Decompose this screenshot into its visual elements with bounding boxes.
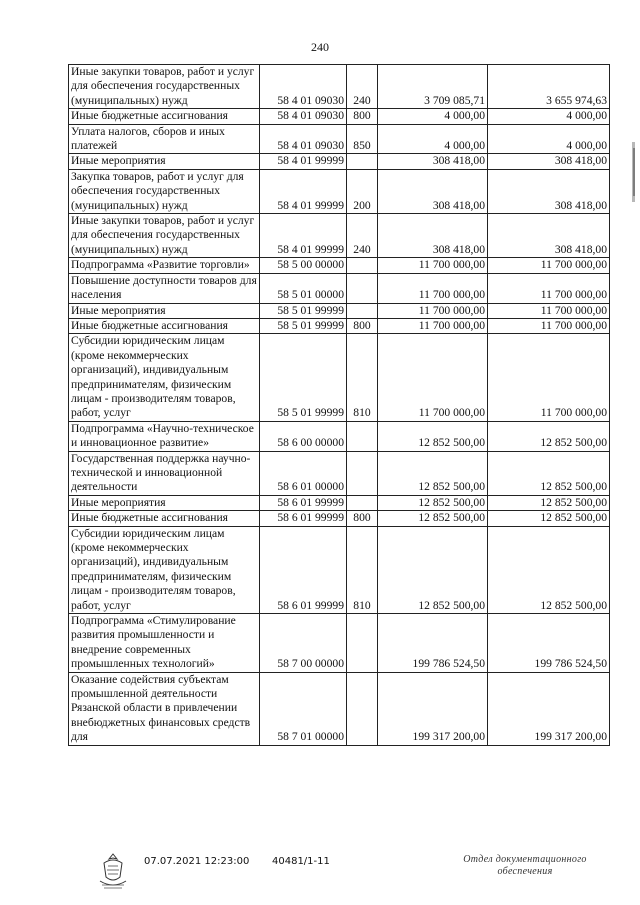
row-amount-2: 199 317 200,00 (488, 672, 610, 745)
row-expense-type (347, 451, 378, 495)
row-name: Повышение доступности товаров для населения (69, 273, 260, 303)
scan-edge-mark (631, 138, 637, 208)
row-code: 58 4 01 99999 (260, 169, 347, 213)
table-row (69, 124, 610, 154)
row-code: 58 4 01 09030 (260, 65, 347, 109)
row-amount-1: 12 852 500,00 (378, 421, 488, 451)
row-name: Субсидии юридическим лицам (кроме некоммерческих организаций), индивидуальным предпринимателям, физическим лицам - производителям товаров, работ, услуг (69, 334, 260, 421)
row-amount-2: 12 852 500,00 (488, 451, 610, 495)
row-amount-2: 11 700 000,00 (488, 334, 610, 421)
row-expense-type: 810 (347, 526, 378, 613)
row-expense-type (347, 154, 378, 169)
row-expense-type: 200 (347, 169, 378, 213)
row-expense-type: 810 (347, 334, 378, 421)
footer-dept-line2: обеспечения (497, 866, 553, 877)
row-amount-2: 12 852 500,00 (488, 421, 610, 451)
row-name: Иные бюджетные ассигнования (69, 318, 260, 333)
row-amount-2: 11 700 000,00 (488, 303, 610, 318)
table-row (69, 109, 610, 124)
row-expense-type (347, 614, 378, 673)
row-code: 58 4 01 09030 (260, 124, 347, 154)
row-amount-2: 11 700 000,00 (488, 318, 610, 333)
row-name: Иные мероприятия (69, 154, 260, 169)
row-name: Иные мероприятия (69, 303, 260, 318)
row-code: 58 5 00 00000 (260, 258, 347, 273)
row-code: 58 7 00 00000 (260, 614, 347, 673)
row-code: 58 5 01 99999 (260, 334, 347, 421)
row-code: 58 6 00 00000 (260, 421, 347, 451)
row-amount-2: 12 852 500,00 (488, 495, 610, 510)
page-number: 240 (311, 40, 329, 54)
row-expense-type: 240 (347, 214, 378, 258)
row-name: Иные мероприятия (69, 495, 260, 510)
row-amount-2: 4 000,00 (488, 109, 610, 124)
row-expense-type (347, 303, 378, 318)
row-expense-type (347, 495, 378, 510)
table-row (69, 672, 610, 745)
row-amount-1: 12 852 500,00 (378, 511, 488, 526)
row-amount-2: 3 655 974,63 (488, 65, 610, 109)
footer-datetime: 07.07.2021 12:23:00 (144, 856, 250, 867)
row-code: 58 5 01 00000 (260, 273, 347, 303)
row-amount-1: 3 709 085,71 (378, 65, 488, 109)
row-amount-1: 11 700 000,00 (378, 258, 488, 273)
table-row (69, 65, 610, 109)
row-code: 58 6 01 00000 (260, 451, 347, 495)
page-footer (0, 848, 640, 905)
table-row (69, 421, 610, 451)
row-name: Подпрограмма «Развитие торговли» (69, 258, 260, 273)
row-amount-2: 308 418,00 (488, 169, 610, 213)
emblem-icon (95, 851, 131, 891)
row-name: Закупка товаров, работ и услуг для обеспечения государственных (муниципальных) нужд (69, 169, 260, 213)
table-row (69, 334, 610, 421)
row-amount-1: 12 852 500,00 (378, 495, 488, 510)
row-amount-1: 4 000,00 (378, 124, 488, 154)
table-row (69, 614, 610, 673)
row-amount-1: 308 418,00 (378, 214, 488, 258)
table-row (69, 526, 610, 613)
row-amount-2: 12 852 500,00 (488, 526, 610, 613)
row-amount-1: 308 418,00 (378, 169, 488, 213)
row-code: 58 6 01 99999 (260, 526, 347, 613)
table-row (69, 273, 610, 303)
table-row (69, 511, 610, 526)
row-code: 58 4 01 99999 (260, 154, 347, 169)
row-amount-1: 12 852 500,00 (378, 451, 488, 495)
table-row (69, 495, 610, 510)
table-row (69, 154, 610, 169)
row-code: 58 4 01 99999 (260, 214, 347, 258)
row-name: Иные бюджетные ассигнования (69, 109, 260, 124)
table-row (69, 169, 610, 213)
row-expense-type (347, 258, 378, 273)
row-expense-type: 850 (347, 124, 378, 154)
row-amount-2: 308 418,00 (488, 154, 610, 169)
row-name: Иные закупки товаров, работ и услуг для обеспечения государственных (муниципальных) нужд (69, 214, 260, 258)
budget-table (68, 64, 610, 746)
row-name: Подпрограмма «Научно-техническое и инновационное развитие» (69, 421, 260, 451)
row-amount-2: 308 418,00 (488, 214, 610, 258)
row-name: Государственная поддержка научно-технической и инновационной деятельности (69, 451, 260, 495)
row-amount-1: 4 000,00 (378, 109, 488, 124)
row-amount-1: 199 786 524,50 (378, 614, 488, 673)
row-code: 58 4 01 09030 (260, 109, 347, 124)
table-row (69, 451, 610, 495)
row-expense-type (347, 672, 378, 745)
row-amount-2: 11 700 000,00 (488, 273, 610, 303)
footer-department (450, 854, 600, 878)
row-amount-1: 11 700 000,00 (378, 334, 488, 421)
table-row (69, 318, 610, 333)
row-amount-2: 199 786 524,50 (488, 614, 610, 673)
row-name: Иные закупки товаров, работ и услуг для обеспечения государственных (муниципальных) нужд (69, 65, 260, 109)
row-amount-2: 12 852 500,00 (488, 511, 610, 526)
row-amount-1: 11 700 000,00 (378, 273, 488, 303)
row-expense-type (347, 421, 378, 451)
row-expense-type: 800 (347, 318, 378, 333)
row-code: 58 5 01 99999 (260, 318, 347, 333)
row-name: Иные бюджетные ассигнования (69, 511, 260, 526)
table-row (69, 303, 610, 318)
row-code: 58 6 01 99999 (260, 511, 347, 526)
row-amount-1: 11 700 000,00 (378, 318, 488, 333)
row-amount-2: 11 700 000,00 (488, 258, 610, 273)
row-amount-1: 308 418,00 (378, 154, 488, 169)
row-code: 58 7 01 00000 (260, 672, 347, 745)
row-name: Подпрограмма «Стимулирование развития промышленности и внедрение современных промышленных технологий» (69, 614, 260, 673)
row-amount-2: 4 000,00 (488, 124, 610, 154)
row-amount-1: 199 317 200,00 (378, 672, 488, 745)
row-name: Уплата налогов, сборов и иных платежей (69, 124, 260, 154)
row-amount-1: 12 852 500,00 (378, 526, 488, 613)
footer-dept-line1: Отдел документационного (463, 854, 587, 865)
row-name: Субсидии юридическим лицам (кроме некоммерческих организаций), индивидуальным предпринимателям, физическим лицам - производителям товаров, работ, услуг (69, 526, 260, 613)
row-expense-type: 800 (347, 109, 378, 124)
table-row (69, 258, 610, 273)
row-expense-type: 240 (347, 65, 378, 109)
row-code: 58 6 01 99999 (260, 495, 347, 510)
row-code: 58 5 01 99999 (260, 303, 347, 318)
budget-table-body (69, 65, 610, 746)
row-expense-type (347, 273, 378, 303)
row-amount-1: 11 700 000,00 (378, 303, 488, 318)
footer-doc-number: 40481/1-11 (272, 856, 330, 867)
table-row (69, 214, 610, 258)
row-expense-type: 800 (347, 511, 378, 526)
row-name: Оказание содействия субъектам промышленной деятельности Рязанской области в привлечении внебюджетных финансовых средств для (69, 672, 260, 745)
